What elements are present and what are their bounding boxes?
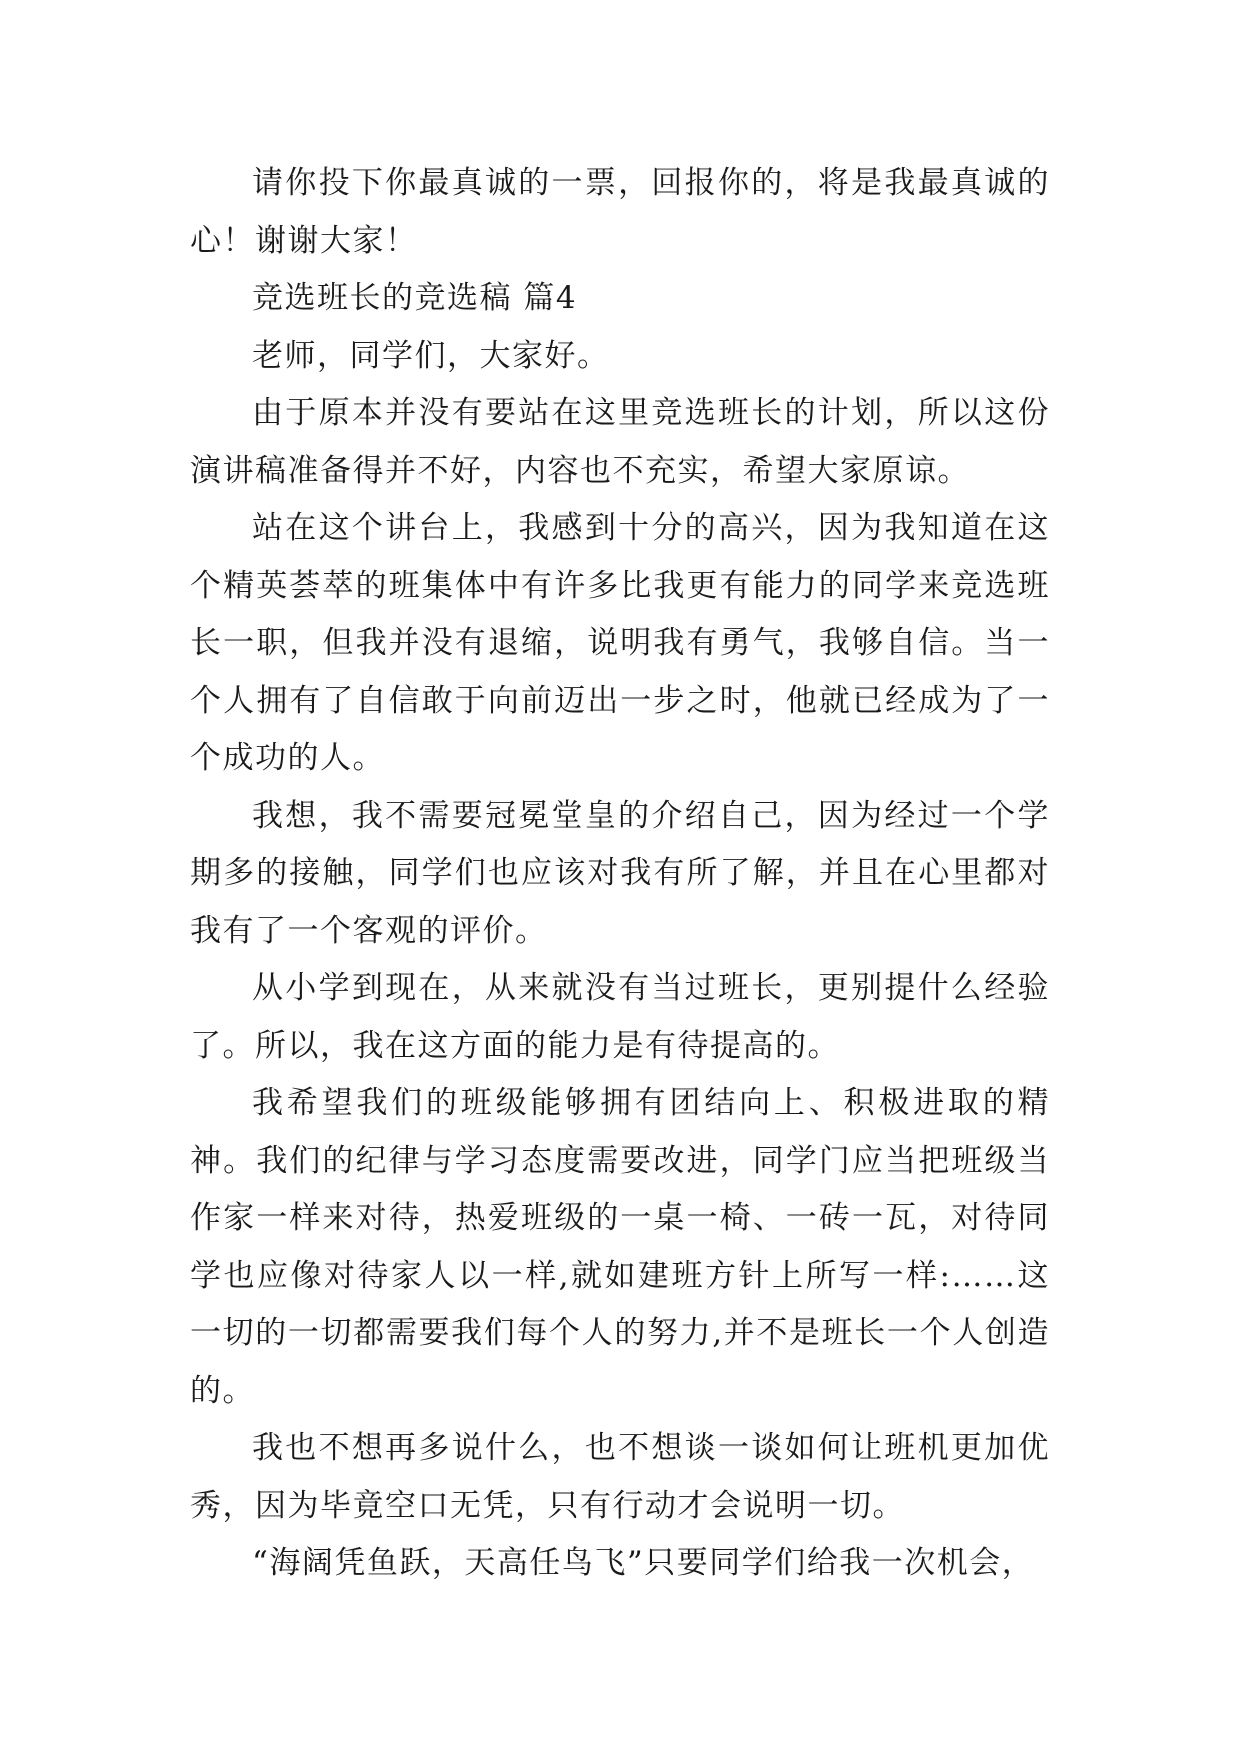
document-page — [190, 155, 1050, 1593]
paragraph-action: 我也不想再多说什么，也不想谈一谈如何让班机更加优秀，因为毕竟空口无凭，只有行动才会说明一切。 — [190, 1430, 1050, 1524]
paragraph-greeting: 老师，同学们，大家好。 — [252, 337, 610, 374]
paragraph-introduction: 我想，我不需要冠冕堂皇的介绍自己，因为经过一个学期多的接触，同学们也应该对我有所了解，并且在心里都对我有了一个客观的评价。 — [190, 797, 1050, 949]
paragraph-apology: 由于原本并没有要站在这里竞选班长的计划，所以这份演讲稿准备得并不好，内容也不充实，希望大家原谅。 — [190, 395, 1050, 489]
paragraph-experience: 从小学到现在，从来就没有当过班长，更别提什么经验了。所以，我在这方面的能力是有待提高的。 — [190, 970, 1050, 1064]
section-heading: 竞选班长的竞选稿 篇4 — [252, 280, 578, 316]
paragraph-hopes: 我希望我们的班级能够拥有团结向上、积极进取的精神。我们的纪律与学习态度需要改进，同学门应当把班级当作家一样来对待，热爱班级的一桌一椅、一砖一瓦，对待同学也应像对待家人以一样,就如建班方针上所写一样:……这一切的一切都需要我们每个人的努力,并不是班长一个人创造的。 — [190, 1085, 1050, 1409]
paragraph-closing-thanks: 请你投下你最真诚的一票，回报你的，将是我最真诚的心！谢谢大家！ — [190, 165, 1050, 259]
paragraph-confidence: 站在这个讲台上，我感到十分的高兴，因为我知道在这个精英荟萃的班集体中有许多比我更有能力的同学来竞选班长一职，但我并没有退缩，说明我有勇气，我够自信。当一个人拥有了自信敢于向前迈出一步之时，他就已经成为了一个成功的人。 — [190, 510, 1050, 776]
paragraph-quote: “海阔凭鱼跃，天高任鸟飞”只要同学们给我一次机会， — [252, 1545, 1035, 1581]
